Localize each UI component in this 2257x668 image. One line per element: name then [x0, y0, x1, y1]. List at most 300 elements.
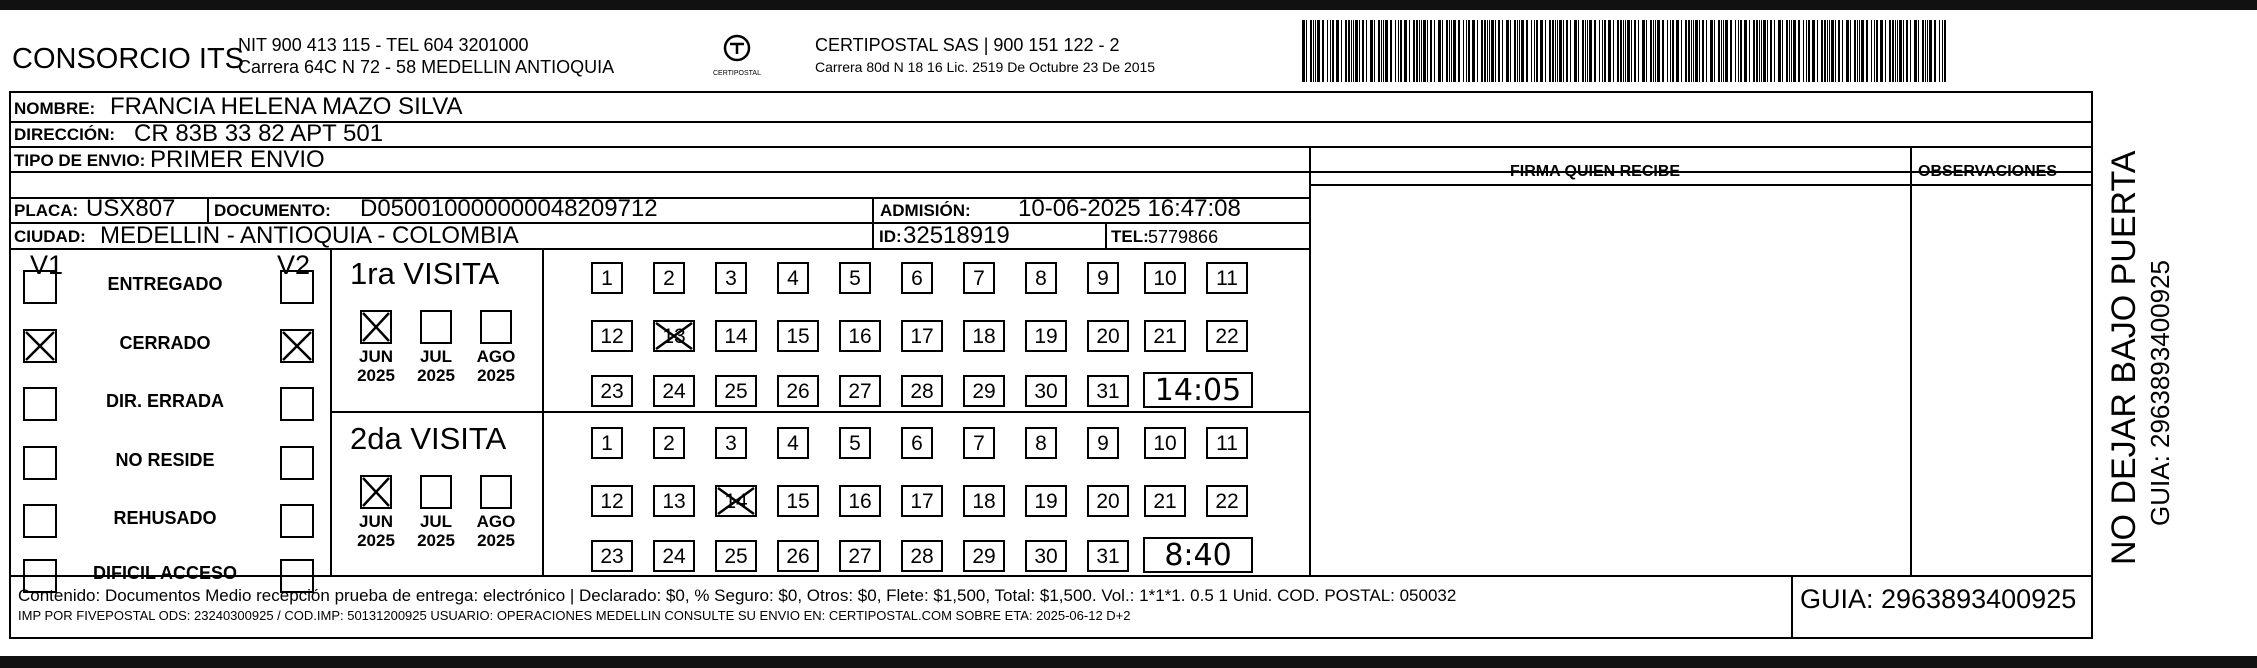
- day-box[interactable]: 27: [839, 540, 881, 572]
- barcode-bar: [1477, 20, 1478, 82]
- day-box[interactable]: 15: [777, 485, 819, 517]
- barcode-bar: [1374, 20, 1375, 82]
- documento-label: DOCUMENTO:: [214, 201, 331, 220]
- barcode-bar: [1761, 20, 1762, 82]
- barcode-bar: [1922, 20, 1924, 82]
- barcode-bar: [1330, 20, 1331, 82]
- admision-label: ADMISIÓN:: [880, 201, 971, 220]
- day-box[interactable]: 24: [653, 375, 695, 407]
- day-box[interactable]: 29: [963, 540, 1005, 572]
- v1-checkbox[interactable]: [23, 329, 57, 363]
- status-label: DIFICIL ACCESO: [92, 563, 237, 583]
- placa-value: USX807: [86, 195, 176, 222]
- day-box[interactable]: 8: [1025, 427, 1057, 459]
- barcode-bar: [1831, 20, 1834, 82]
- barcode-bar: [1453, 20, 1456, 82]
- day-box[interactable]: 1: [591, 427, 623, 459]
- barcode-bar: [1892, 20, 1894, 82]
- month-checkbox-jul[interactable]: [420, 475, 452, 509]
- day-box[interactable]: 17: [901, 485, 943, 517]
- day-box[interactable]: 6: [901, 262, 933, 294]
- day-box[interactable]: 21: [1144, 320, 1186, 352]
- status-divider: [330, 248, 332, 576]
- barcode-bar: [1620, 20, 1622, 82]
- month-year: 2025: [357, 531, 395, 550]
- nombre-label: NOMBRE:: [14, 99, 96, 118]
- company-info: [238, 34, 614, 78]
- ciudad-value: MEDELLIN - ANTIOQUIA - COLOMBIA: [100, 222, 519, 249]
- day-box[interactable]: 23: [591, 540, 633, 572]
- day-box[interactable]: 3: [715, 262, 747, 294]
- v2-checkbox[interactable]: [280, 387, 314, 421]
- barcode-bar: [1526, 20, 1528, 82]
- barcode-bar: [1566, 20, 1568, 82]
- day-box[interactable]: 28: [901, 375, 943, 407]
- address-line: Carrera 64C N 72 - 58 MEDELLIN ANTIOQUIA: [238, 57, 615, 77]
- barcode-bar: [1759, 20, 1760, 82]
- firma-divider: [1309, 146, 1311, 576]
- tipo-value: PRIMER ENVIO: [150, 146, 325, 173]
- day-box[interactable]: 18: [963, 485, 1005, 517]
- barcode-bar: [1423, 20, 1426, 82]
- day-box[interactable]: 5: [839, 262, 871, 294]
- barcode-bar: [1315, 20, 1316, 82]
- barcode-bar: [1381, 20, 1382, 82]
- day-box[interactable]: 22: [1206, 485, 1248, 517]
- barcode-bar: [1498, 20, 1500, 82]
- barcode-bar: [1594, 20, 1596, 82]
- v2-checkbox[interactable]: [280, 504, 314, 538]
- barcode-bar: [1416, 20, 1418, 82]
- barcode-bar: [1574, 20, 1577, 82]
- day-box[interactable]: 12: [591, 320, 633, 352]
- day-box[interactable]: 13: [653, 320, 695, 352]
- barcode-bar: [1806, 20, 1807, 82]
- day-box[interactable]: 9: [1087, 262, 1119, 294]
- day-box[interactable]: 16: [839, 485, 881, 517]
- barcode-bar: [1557, 20, 1558, 82]
- barcode: [1302, 20, 1957, 82]
- barcode-bar: [1400, 20, 1402, 82]
- direccion-value: CR 83B 33 82 APT 501: [134, 120, 384, 147]
- month-checkbox-ago[interactable]: [480, 310, 512, 344]
- day-box[interactable]: 10: [1144, 427, 1186, 459]
- day-box[interactable]: 20: [1087, 320, 1129, 352]
- day-box[interactable]: 30: [1025, 540, 1067, 572]
- barcode-bar: [1451, 20, 1452, 82]
- barcode-bar: [1310, 20, 1312, 82]
- barcode-bar: [1702, 20, 1704, 82]
- barcode-bar: [1506, 20, 1509, 82]
- day-box[interactable]: 17: [901, 320, 943, 352]
- barcode-bar: [1355, 20, 1358, 82]
- barcode-bar: [1578, 20, 1579, 82]
- barcode-bar: [1345, 20, 1347, 82]
- barcode-bar: [1662, 20, 1664, 82]
- barcode-bar: [1385, 20, 1388, 82]
- v2-checkbox[interactable]: [280, 329, 314, 363]
- carrier-line: CERTIPOSTAL SAS | 900 151 122 - 2: [815, 35, 1120, 55]
- barcode-bar: [1627, 20, 1630, 82]
- barcode-bar: [1313, 20, 1314, 82]
- status-label: ENTREGADO: [107, 274, 223, 294]
- barcode-bar: [1812, 20, 1815, 82]
- barcode-bar: [1409, 20, 1410, 82]
- barcode-bar: [1685, 20, 1687, 82]
- barcode-bar: [1897, 20, 1898, 82]
- barcode-bar: [1857, 20, 1858, 82]
- ciudad-label: CIUDAD:: [14, 227, 86, 246]
- barcode-bar: [1484, 20, 1486, 82]
- direccion-label: DIRECCIÓN:: [14, 125, 116, 144]
- barcode-bar: [1885, 20, 1886, 82]
- barcode-bar: [1824, 20, 1826, 82]
- barcode-bar: [1871, 20, 1872, 82]
- visit2-title: 2da VISITA: [350, 421, 507, 456]
- v1-checkbox[interactable]: [23, 504, 57, 538]
- month-label: [351, 512, 401, 550]
- barcode-bar: [1585, 20, 1586, 82]
- barcode-bar: [1808, 20, 1810, 82]
- barcode-bar: [1502, 20, 1503, 82]
- day-box[interactable]: 18: [963, 320, 1005, 352]
- barcode-bar: [1681, 20, 1682, 82]
- barcode-bar: [1763, 20, 1766, 82]
- status-label: REHUSADO: [113, 508, 217, 528]
- barcode-bar: [1744, 20, 1747, 82]
- barcode-bar: [1495, 20, 1496, 82]
- day-box[interactable]: 4: [777, 427, 809, 459]
- barcode-bar: [1531, 20, 1532, 82]
- barcode-bar: [1821, 20, 1823, 82]
- barcode-bar: [1889, 20, 1891, 82]
- barcode-bar: [1670, 20, 1671, 82]
- day-box[interactable]: 24: [653, 540, 695, 572]
- barcode-bar: [1939, 20, 1940, 82]
- barcode-bar: [1650, 20, 1652, 82]
- barcode-bar: [1625, 20, 1626, 82]
- barcode-bar: [1793, 20, 1796, 82]
- barcode-bar: [1430, 20, 1432, 82]
- barcode-bar: [1786, 20, 1788, 82]
- day-box[interactable]: 12: [591, 485, 633, 517]
- barcode-bar: [1861, 20, 1864, 82]
- barcode-bar: [1359, 20, 1360, 82]
- barcode-bar: [1791, 20, 1792, 82]
- barcode-bar: [1667, 20, 1668, 82]
- barcode-bar: [1740, 20, 1742, 82]
- barcode-bar: [1631, 20, 1632, 82]
- tipo-label: TIPO DE ENVIO:: [14, 151, 146, 170]
- barcode-bar: [1646, 20, 1647, 82]
- day-box[interactable]: 30: [1025, 375, 1067, 407]
- month-checkbox-ago[interactable]: [480, 475, 512, 509]
- carrier-info: [815, 34, 1155, 78]
- day-box[interactable]: 14: [715, 485, 757, 517]
- barcode-bar: [1602, 20, 1603, 82]
- day-box[interactable]: 11: [1206, 427, 1248, 459]
- v1-checkbox[interactable]: [23, 446, 57, 480]
- barcode-bar: [1721, 20, 1722, 82]
- barcode-bar: [1383, 20, 1384, 82]
- barcode-bar: [1910, 20, 1911, 82]
- day-box[interactable]: 8: [1025, 262, 1057, 294]
- day-box[interactable]: 19: [1025, 320, 1067, 352]
- month-year: 2025: [417, 531, 455, 550]
- observaciones-header: OBSERVACIONES: [1918, 163, 2057, 180]
- barcode-bar: [1706, 20, 1707, 82]
- day-box[interactable]: 28: [901, 540, 943, 572]
- barcode-bar: [1534, 20, 1535, 82]
- barcode-bar: [1362, 20, 1364, 82]
- barcode-bar: [1782, 20, 1783, 82]
- day-box[interactable]: 2: [653, 262, 685, 294]
- day-box[interactable]: 9: [1087, 427, 1119, 459]
- barcode-bar: [1770, 20, 1772, 82]
- barcode-bar: [1438, 20, 1441, 82]
- barcode-bar: [1899, 20, 1902, 82]
- barcode-bar: [1723, 20, 1724, 82]
- barcode-bar: [1854, 20, 1856, 82]
- barcode-bar: [1427, 20, 1428, 82]
- calendar-divider: [542, 248, 544, 576]
- month-label: [351, 347, 401, 385]
- barcode-bar: [1514, 20, 1516, 82]
- barcode-bar: [1653, 20, 1654, 82]
- signature-header-line: [1309, 184, 2093, 186]
- barcode-bar: [1927, 20, 1928, 82]
- barcode-bar: [1327, 20, 1328, 82]
- barcode-bar: [1738, 20, 1739, 82]
- barcode-bar: [1336, 20, 1339, 82]
- day-box[interactable]: 31: [1087, 375, 1129, 407]
- day-box[interactable]: 1: [591, 262, 623, 294]
- month-name: AGO: [476, 347, 516, 366]
- barcode-bar: [1404, 20, 1407, 82]
- barcode-bar: [1463, 20, 1464, 82]
- day-box[interactable]: 13: [653, 485, 695, 517]
- barcode-bar: [1842, 20, 1843, 82]
- barcode-bar: [1730, 20, 1732, 82]
- month-label: [411, 512, 461, 550]
- day-box[interactable]: 2: [653, 427, 685, 459]
- barcode-bar: [1306, 20, 1307, 82]
- contenido-text: Contenido: Documentos Medio recepción prueba de entrega: electrónico | Declarado: $0, % Seguro: $0, Otros: $0, Flete: $1,500, Total: $1,500. Vol.: 1*1*1. 0.5 1 Unid. COD. POSTAL: 050032: [18, 586, 1457, 605]
- barcode-bar: [1942, 20, 1943, 82]
- barcode-bar: [1446, 20, 1448, 82]
- id-divider: [872, 222, 874, 248]
- barcode-bar: [1491, 20, 1494, 82]
- barcode-bar: [1718, 20, 1720, 82]
- placa-label: PLACA:: [14, 201, 79, 220]
- barcode-bar: [1540, 20, 1543, 82]
- day-box[interactable]: 10: [1144, 262, 1186, 294]
- day-box[interactable]: 5: [839, 427, 871, 459]
- month-label: [411, 347, 461, 385]
- barcode-bar: [1850, 20, 1851, 82]
- v1-checkbox[interactable]: [23, 387, 57, 421]
- barcode-bar: [1676, 20, 1679, 82]
- admision-divider: [872, 197, 874, 223]
- tel-divider: [1105, 222, 1107, 248]
- barcode-bar: [1582, 20, 1584, 82]
- side-warning: NO DEJAR BAJO PUERTA: [2105, 150, 2143, 565]
- barcode-bar: [1638, 20, 1639, 82]
- barcode-bar: [1608, 20, 1611, 82]
- day-box[interactable]: 19: [1025, 485, 1067, 517]
- barcode-bar: [1925, 20, 1926, 82]
- month-year: 2025: [477, 366, 515, 385]
- month-checkbox-jun[interactable]: [360, 475, 392, 509]
- barcode-bar: [1370, 20, 1373, 82]
- barcode-bar: [1366, 20, 1367, 82]
- barcode-bar: [1442, 20, 1443, 82]
- day-box[interactable]: 25: [715, 540, 757, 572]
- barcode-bar: [1517, 20, 1518, 82]
- month-label: [471, 512, 521, 550]
- barcode-bar: [1657, 20, 1660, 82]
- barcode-bar: [1859, 20, 1860, 82]
- barcode-bar: [1398, 20, 1399, 82]
- imp-text: IMP POR FIVEPOSTAL ODS: 23240300925 / COD.IMP: 50131200925 USUARIO: OPERACIONES MEDELLIN CONSULTE SU ENVIO EN: CERTIPOSTAL.COM SOBRE ETA: 2025-06-12 D+2: [18, 608, 1131, 623]
- logo-text: CERTIPOSTAL: [713, 70, 761, 77]
- month-checkbox-jun[interactable]: [360, 310, 392, 344]
- top-border: [0, 0, 2257, 10]
- month-name: JUL: [419, 512, 453, 531]
- barcode-bar: [1695, 20, 1698, 82]
- placa-divider: [207, 197, 209, 223]
- barcode-bar: [1599, 20, 1600, 82]
- visit-time[interactable]: 14:05: [1143, 372, 1253, 408]
- day-box[interactable]: 22: [1206, 320, 1248, 352]
- barcode-bar: [1617, 20, 1619, 82]
- barcode-bar: [1390, 20, 1392, 82]
- company-name: CONSORCIO ITS: [12, 43, 245, 75]
- month-checkbox-jul[interactable]: [420, 310, 452, 344]
- day-box[interactable]: 23: [591, 375, 633, 407]
- barcode-bar: [1604, 20, 1606, 82]
- month-year: 2025: [357, 366, 395, 385]
- barcode-bar: [1929, 20, 1932, 82]
- barcode-bar: [1906, 20, 1908, 82]
- barcode-bar: [1466, 20, 1467, 82]
- barcode-bar: [1378, 20, 1380, 82]
- month-year: 2025: [417, 366, 455, 385]
- barcode-bar: [1434, 20, 1435, 82]
- barcode-bar: [1798, 20, 1800, 82]
- day-box[interactable]: 15: [777, 320, 819, 352]
- day-box[interactable]: 16: [839, 320, 881, 352]
- barcode-bar: [1549, 20, 1551, 82]
- barcode-bar: [1789, 20, 1790, 82]
- barcode-bar: [1699, 20, 1700, 82]
- month-year: 2025: [477, 531, 515, 550]
- guia-divider: [1791, 575, 1793, 639]
- month-name: JUL: [419, 347, 453, 366]
- day-box[interactable]: 20: [1087, 485, 1129, 517]
- footer-divider: [9, 575, 2093, 577]
- barcode-bar: [1880, 20, 1883, 82]
- admision-value: 10-06-2025 16:47:08: [1018, 195, 1241, 222]
- day-box[interactable]: 11: [1206, 262, 1248, 294]
- barcode-bar: [1835, 20, 1836, 82]
- barcode-bar: [1691, 20, 1692, 82]
- barcode-bar: [1829, 20, 1830, 82]
- barcode-bar: [1767, 20, 1768, 82]
- id-value: 32518919: [903, 222, 1010, 249]
- barcode-bar: [1876, 20, 1878, 82]
- barcode-bar: [1914, 20, 1917, 82]
- v2-checkbox[interactable]: [280, 270, 314, 304]
- barcode-bar: [1589, 20, 1592, 82]
- v1-label: V1: [30, 250, 64, 280]
- barcode-bar: [1613, 20, 1614, 82]
- barcode-bar: [1693, 20, 1694, 82]
- visit1-title: 1ra VISITA: [350, 256, 500, 291]
- v2-checkbox[interactable]: [280, 446, 314, 480]
- visit-divider: [330, 411, 1309, 413]
- barcode-bar: [1817, 20, 1818, 82]
- barcode-bar: [1874, 20, 1875, 82]
- barcode-bar: [1846, 20, 1849, 82]
- barcode-bar: [1458, 20, 1460, 82]
- barcode-bar: [1735, 20, 1736, 82]
- bottom-border: [0, 656, 2257, 668]
- barcode-bar: [1642, 20, 1645, 82]
- barcode-bar: [1623, 20, 1624, 82]
- barcode-bar: [1332, 20, 1334, 82]
- day-box[interactable]: 7: [963, 427, 995, 459]
- observaciones-divider: [1910, 146, 1912, 576]
- id-label: ID:: [879, 227, 902, 246]
- barcode-bar: [1348, 20, 1350, 82]
- day-box[interactable]: 3: [715, 427, 747, 459]
- barcode-bar: [1710, 20, 1713, 82]
- barcode-bar: [1918, 20, 1919, 82]
- barcode-bar: [1449, 20, 1450, 82]
- day-box[interactable]: 6: [901, 427, 933, 459]
- v1-checkbox[interactable]: [23, 270, 57, 304]
- barcode-bar: [1487, 20, 1488, 82]
- documento-value: D050010000000048209712: [360, 195, 658, 222]
- month-label: [471, 347, 521, 385]
- day-box[interactable]: 31: [1087, 540, 1129, 572]
- day-box[interactable]: 7: [963, 262, 995, 294]
- day-box[interactable]: 26: [777, 375, 819, 407]
- day-box[interactable]: 27: [839, 375, 881, 407]
- barcode-bar: [1395, 20, 1396, 82]
- nit-line: NIT 900 413 115 - TEL 604 3201000: [238, 35, 529, 55]
- day-box[interactable]: 4: [777, 262, 809, 294]
- day-box[interactable]: 14: [715, 320, 757, 352]
- day-box[interactable]: 21: [1144, 485, 1186, 517]
- nombre-value: FRANCIA HELENA MAZO SILVA: [110, 93, 463, 120]
- day-box[interactable]: 29: [963, 375, 1005, 407]
- guia-number: GUIA: 2963893400925: [1800, 584, 2077, 614]
- barcode-bar: [1421, 20, 1422, 82]
- barcode-bar: [1341, 20, 1342, 82]
- barcode-bar: [1510, 20, 1511, 82]
- barcode-bar: [1778, 20, 1781, 82]
- day-box[interactable]: 26: [777, 540, 819, 572]
- barcode-bar: [1725, 20, 1728, 82]
- barcode-bar: [1413, 20, 1415, 82]
- barcode-bar: [1519, 20, 1520, 82]
- barcode-bar: [1634, 20, 1636, 82]
- day-box[interactable]: 25: [715, 375, 757, 407]
- barcode-bar: [1521, 20, 1524, 82]
- visit-time[interactable]: 8:40: [1143, 537, 1253, 573]
